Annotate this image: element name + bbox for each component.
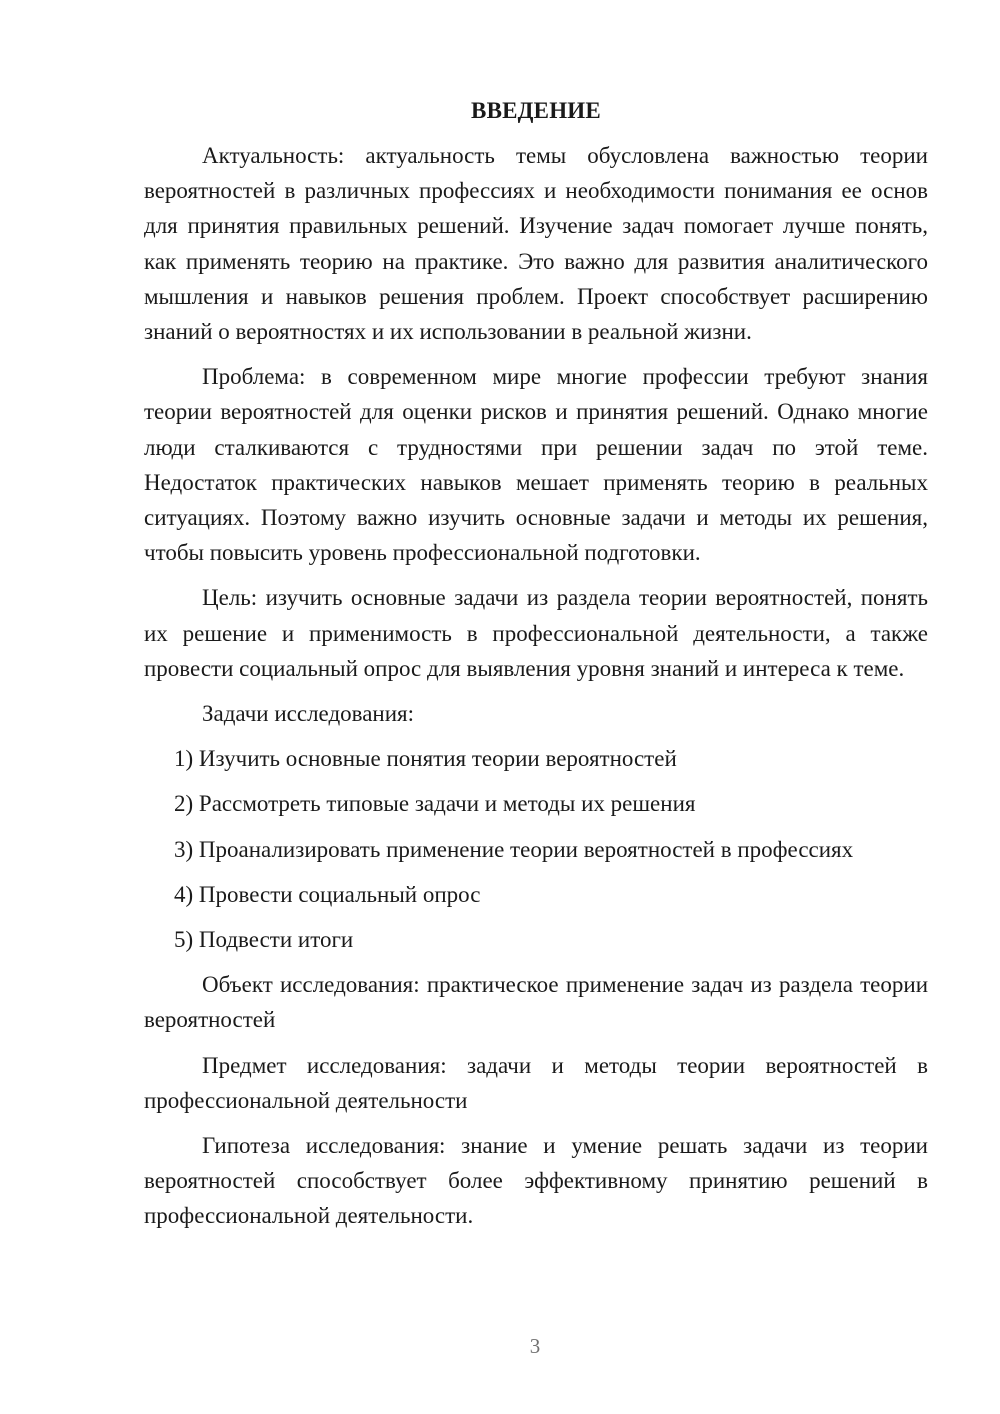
list-item: 4) Провести социальный опрос (174, 881, 481, 907)
list-item: 3) Проанализировать применение теории вероятностей в профессиях (174, 836, 854, 862)
paragraph-subject: Предмет исследования: задачи и методы теории вероятностей в профессиональной деятельности (144, 1052, 928, 1113)
list-item: 5) Подвести итоги (174, 927, 354, 953)
paragraph-relevance: Актуальность: актуальность темы обусловлена важностью теории вероятностей в различных профессиях и необходимости понимания ее основ для принятия правильных решений. Изучение задач помогает лучше понять, как применять теорию на практике. Это важно для развития аналитического мышления и навыков решения проблем. Проект способствует расширению знаний о вероятностях и их использовании в реальной жизни. (144, 143, 928, 345)
list-item: 1) Изучить основные понятия теории вероятностей (174, 746, 677, 772)
page-number: 3 (529, 1334, 541, 1358)
tasks-list (144, 741, 928, 957)
paragraph-goal: Цель: изучить основные задачи из раздела теории вероятностей, понять их решение и применимость в профессиональной деятельности, а также провести социальный опрос для выявления уровня знаний и интереса к теме. (144, 585, 928, 681)
paragraph-problem: Проблема: в современном мире многие профессии требуют знания теории вероятностей для оценки рисков и принятия решений. Однако многие люди сталкиваются с трудностями при решении задач по этой теме. Недостаток практических навыков мешает применять теорию в реальных ситуациях. Поэтому важно изучить основные задачи и методы их решения, чтобы повысить уровень профессиональной подготовки. (144, 364, 928, 566)
list-item: 2) Рассмотреть типовые задачи и методы их решения (174, 791, 696, 817)
page-title: ВВЕДЕНИЕ (471, 98, 601, 123)
tasks-heading: Задачи исследования: (202, 701, 415, 727)
paragraph-object: Объект исследования: практическое применение задач из раздела теории вероятностей (144, 972, 928, 1033)
paragraph-hypothesis: Гипотеза исследования: знание и умение решать задачи из теории вероятностей способствует более эффективному принятию решений в профессиональной деятельности. (144, 1133, 928, 1229)
page-content (144, 93, 928, 1244)
